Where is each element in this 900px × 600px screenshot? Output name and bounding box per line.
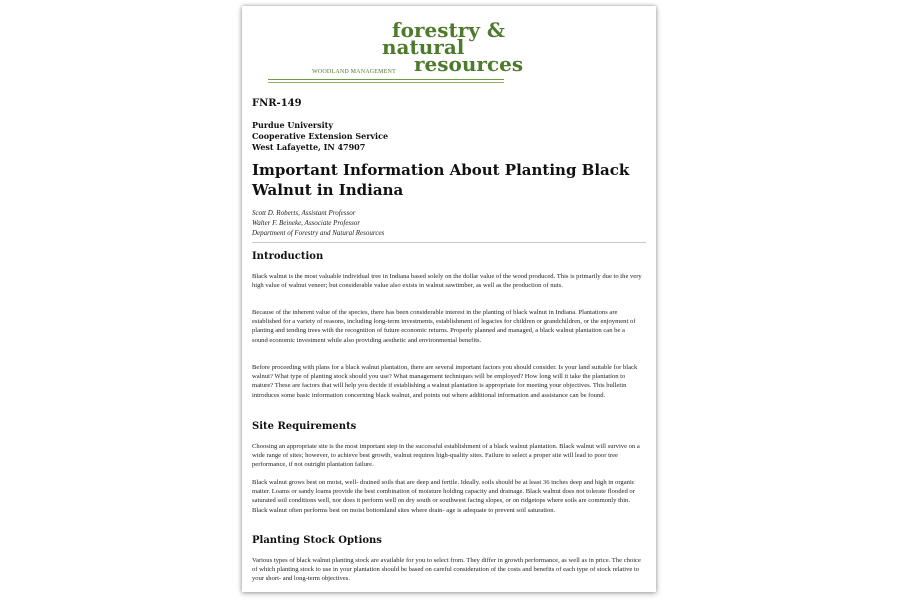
paragraph: Various types of black walnut planting stock are available for you to select from. They differ in growth performance, as well as in price. The choice of which planting stock to use in your plantation should be based on careful consideration of the costs and benefits of each type of stock relative to your short- and long-term objectives. <box>252 557 641 583</box>
author-line: Department of Forestry and Natural Resources <box>252 229 385 237</box>
heading-planting-stock: Planting Stock Options <box>252 535 382 546</box>
divider <box>252 242 646 243</box>
author-line: Walter F. Beineke, Associate Professor <box>252 219 361 227</box>
logo-text-line1: forestry & <box>392 18 505 42</box>
logo-text-line2: natural <box>382 35 465 59</box>
paragraph: Before proceeding with plans for a black walnut plantation, there are several important factors you should consider. Is your land suitable for black walnut? What type of planting stock should you use? What management techniques will be employed? How long will it take the plantation to mature? These are factors that will help you decide if establishing a walnut plantation is appropriate for meeting your objectives. This bulletin introduces some basic information concerning black walnut, and points out where additional information and assistance can be found. <box>252 364 638 399</box>
publication-id: FNR-149 <box>252 98 302 109</box>
organization-block <box>252 120 388 153</box>
document-title: Important Information About Planting Black Walnut in Indiana <box>252 161 630 199</box>
paragraph: Choosing an appropriate site is the most important step in the successful establishment of a black walnut plantation. Black walnut will survive on a wide range of sites; however, to achieve best growth, walnut requires high-quality sites. Failure to select a proper site will lead to poor tree performance, if not outright plantation failure. <box>252 443 640 469</box>
document-page <box>242 6 656 592</box>
authors-block <box>252 208 384 238</box>
logo-rule <box>268 82 504 83</box>
author-line: Scott D. Roberts, Assistant Professor <box>252 209 356 217</box>
paragraph: Because of the inherent value of the species, there has been considerable interest in the planting of black walnut in Indiana. Plantations are established for a variety of reasons, including long-term investments, establishment of legacies for children or grandchildren, or the enjoyment of planting and tending trees with the recognition of future economic returns. Properly planned and managed, a black walnut plantation can be a sound economic investment while also providing aesthetic and environmental benefits. <box>252 309 636 344</box>
logo-rule <box>268 79 504 80</box>
heading-site-requirements: Site Requirements <box>252 421 357 432</box>
heading-introduction: Introduction <box>252 251 324 262</box>
logo-subtitle: WOODLAND MANAGEMENT <box>312 69 396 75</box>
forestry-logo <box>268 18 524 86</box>
paragraph: Black walnut is the most valuable individual tree in Indiana based solely on the dollar value of the wood produced. This is primarily due to the very high value of walnut veneer; but considerable value also exists in walnut sawtimber, as well as the production of nuts. <box>252 273 642 290</box>
org-line: West Lafayette, IN 47907 <box>252 142 366 152</box>
logo-text-line3: resources <box>414 52 524 76</box>
org-line: Cooperative Extension Service <box>252 131 389 141</box>
org-line: Purdue University <box>252 120 334 130</box>
paragraph: Black walnut grows best on moist, well- drained soils that are deep and fertile. Ideally. soils should be at least 36 inches deep and high in organic matter. Loams or sandy loams provide the best combination of moisture holding capacity and drainage. Black walnut does not tolerate flooded or saturated soil conditions well, nor does it perform well on dry south or southwest facing slopes, or on ridgetops where soils are commonly thin. Black walnut often performs best on moist bottomland sites where drain- age is adequate to prevent soil saturation. <box>252 479 635 514</box>
